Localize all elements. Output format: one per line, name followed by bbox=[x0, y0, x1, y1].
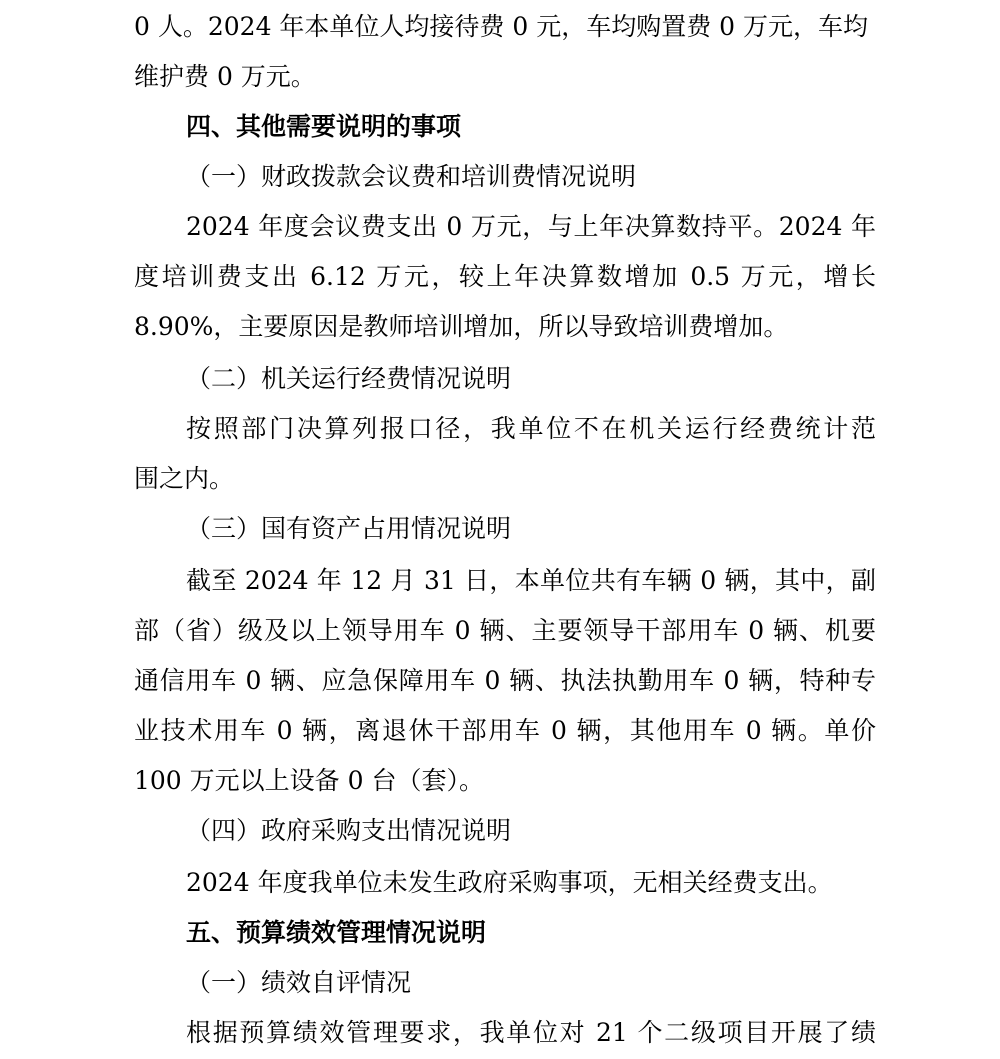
paragraph-line-10: 通信用车 0 辆、应急保障用车 0 辆、执法执勤用车 0 辆，特种专 bbox=[134, 666, 876, 695]
section-heading-5: 五、预算绩效管理情况说明 bbox=[186, 918, 487, 947]
subsection-heading-4-2: （二）机关运行经费情况说明 bbox=[186, 364, 512, 393]
paragraph-line-13: 2024 年度我单位未发生政府采购事项，无相关经费支出。 bbox=[186, 868, 833, 897]
subsection-heading-4-3: （三）国有资产占用情况说明 bbox=[186, 514, 512, 543]
paragraph-line-12: 100 万元以上设备 0 台（套）。 bbox=[134, 766, 484, 795]
paragraph-line-5: 8.90%，主要原因是教师培训增加，所以导致培训费增加。 bbox=[134, 312, 789, 341]
paragraph-line-1: 0 人。2024 年本单位人均接待费 0 元，车均购置费 0 万元，车均 bbox=[134, 12, 869, 41]
paragraph-line-6: 按照部门决算列报口径，我单位不在机关运行经费统计范 bbox=[186, 414, 876, 443]
paragraph-line-4: 度培训费支出 6.12 万元，较上年决算数增加 0.5 万元，增长 bbox=[134, 262, 876, 291]
paragraph-line-14: 根据预算绩效管理要求，我单位对 21 个二级项目开展了绩 bbox=[186, 1018, 876, 1047]
paragraph-line-3: 2024 年度会议费支出 0 万元，与上年决算数持平。2024 年 bbox=[186, 212, 876, 241]
subsection-heading-5-1: （一）绩效自评情况 bbox=[186, 968, 412, 997]
paragraph-line-7: 围之内。 bbox=[134, 464, 235, 493]
paragraph-line-11: 业技术用车 0 辆，离退休干部用车 0 辆，其他用车 0 辆。单价 bbox=[134, 716, 876, 745]
section-heading-4: 四、其他需要说明的事项 bbox=[186, 112, 462, 141]
paragraph-line-8: 截至 2024 年 12 月 31 日，本单位共有车辆 0 辆，其中，副 bbox=[186, 566, 876, 595]
subsection-heading-4-4: （四）政府采购支出情况说明 bbox=[186, 816, 512, 845]
paragraph-line-2: 维护费 0 万元。 bbox=[134, 62, 316, 91]
paragraph-line-9: 部（省）级及以上领导用车 0 辆、主要领导干部用车 0 辆、机要 bbox=[134, 616, 876, 645]
subsection-heading-4-1: （一）财政拨款会议费和培训费情况说明 bbox=[186, 162, 637, 191]
